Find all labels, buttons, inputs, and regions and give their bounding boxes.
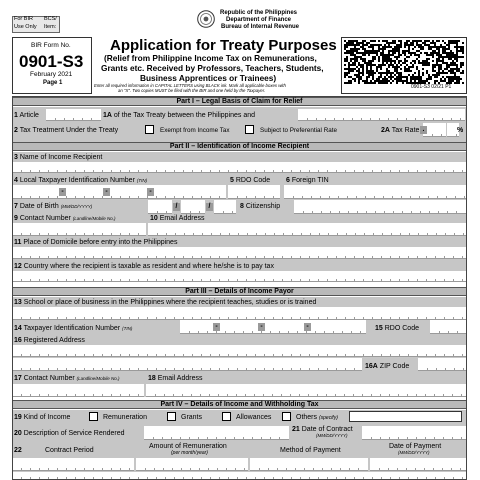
item-21-number: 21 (292, 426, 300, 433)
payor-zip-field[interactable] (418, 358, 467, 371)
item-17-hint: (Landline/Mobile No.) (76, 376, 120, 381)
item-5-text: RDO Code (235, 177, 271, 184)
item-1a-text: of the Tax Treaty between the Philippines and (113, 112, 256, 119)
service-description-field[interactable] (144, 426, 289, 440)
others-text: Others (296, 414, 318, 421)
rdo-code-field[interactable] (228, 185, 280, 199)
payor-tin-dash-3: - (304, 323, 311, 331)
item-12-text: Country where the recipient is taxable as resident and where he/she is to pay tax (23, 263, 274, 270)
payor-school-field[interactable] (12, 307, 467, 320)
item-18-label (148, 375, 203, 382)
item-1-label (14, 112, 39, 119)
item-10-text: Email Address (159, 215, 205, 222)
preferential-rate-checkbox[interactable] (245, 125, 254, 134)
item-2a-number: 2A (381, 127, 390, 134)
item-11-label (14, 239, 177, 246)
method-cell[interactable] (250, 458, 368, 471)
item-6-text: Foreign TIN (291, 177, 329, 184)
foreign-tin-field[interactable] (284, 185, 467, 199)
barcode-image (344, 40, 464, 84)
item-7-label (14, 203, 92, 210)
bir-use-label-1: For BIR (14, 16, 33, 22)
allowances-checkbox[interactable] (222, 412, 231, 421)
item-21-text: Date of Contract (301, 426, 353, 433)
item-16a-label (365, 363, 409, 370)
item-20-text: Description of Service Rendered (23, 430, 125, 437)
birth-day-field[interactable] (181, 200, 205, 214)
item-1a-number: 1A (103, 112, 112, 119)
tax-residence-country-field[interactable] (12, 271, 467, 282)
item-20-number: 20 (14, 430, 22, 437)
item-22-number: 22 (14, 447, 22, 454)
part-4-header: Part IV – Details of Income and Withholding Tax (12, 400, 467, 409)
item-16a-number: 16A (365, 363, 378, 370)
grants-label: Grants (181, 414, 203, 421)
item-16-number: 16 (14, 337, 22, 344)
item-6-number: 6 (286, 177, 290, 184)
item-9-number: 9 (14, 215, 18, 222)
remuneration-label: Remuneration (103, 414, 147, 421)
item-14-hint: (TIN) (122, 326, 133, 331)
item-20-label (14, 430, 125, 437)
contract-period-header: Contract Period (45, 447, 94, 454)
item-16-label (14, 337, 85, 344)
payor-address-line-2[interactable] (12, 358, 362, 371)
barcode-code: 0901-S3 02/21 P1 (411, 84, 452, 90)
item-9-text: Contact Number (19, 215, 71, 222)
item-19-label (14, 414, 70, 421)
preferential-rate-label: Subject to Preferential Rate (260, 127, 338, 134)
part-2-header: Part II – Identification of Income Recipient (12, 142, 467, 151)
payor-contact-field[interactable] (12, 384, 144, 397)
item-4-number: 4 (14, 177, 18, 184)
dob-slash-1: / (173, 203, 180, 211)
tin-dash-3: - (147, 188, 154, 196)
item-19-text: Kind of Income (23, 414, 71, 421)
form-instructions-1: Enter all required information in CAPITAL LETTERS using BLACK ink. Mark all applicable boxes with (94, 83, 286, 88)
exempt-checkbox[interactable] (145, 125, 154, 134)
article-field[interactable] (46, 109, 101, 121)
domicile-field[interactable] (12, 247, 467, 259)
form-subtitle-2: Grants etc. Received by Professors, Teachers, Students, (101, 63, 324, 73)
date-payment-header-hint: (MM/DD/YYYY) (398, 450, 430, 455)
item-11-number: 11 (14, 239, 22, 246)
item-2-text: Tax Treatment Under the Treaty (19, 127, 119, 134)
item-4-label (14, 177, 147, 184)
others-checkbox[interactable] (282, 412, 291, 421)
item-8-text: Citizenship (245, 203, 281, 210)
item-13-number: 13 (14, 299, 22, 306)
recipient-name-field[interactable] (12, 162, 467, 173)
remuneration-checkbox[interactable] (89, 412, 98, 421)
item-15-text: RDO Code (384, 325, 419, 332)
item-12-label (14, 263, 274, 270)
item-10-label (150, 215, 205, 222)
item-3-number: 3 (14, 154, 18, 161)
item-7-number: 7 (14, 203, 18, 210)
payor-email-field[interactable] (146, 384, 467, 397)
agency-line-1: Republic of the Philippines (220, 10, 298, 16)
form-subtitle-3: Business Apprentices or Trainees) (140, 73, 277, 83)
item-12-number: 12 (14, 263, 22, 270)
item-2-number: 2 (14, 127, 18, 134)
contract-date-field[interactable] (362, 426, 467, 440)
amount-cell[interactable] (136, 458, 248, 471)
form-number-label: BIR Form No. (31, 42, 71, 49)
form-subtitle-1: (Relief from Philippine Income Tax on Remunerations, (104, 53, 317, 63)
item-6-label (286, 177, 329, 184)
bcs-label: BCS/ (44, 16, 57, 22)
tin-dash-2: - (103, 188, 110, 196)
payor-address-line-1[interactable] (12, 345, 467, 357)
birth-year-field[interactable] (214, 200, 236, 214)
form-instructions-2: an "X". Two copies MUST be filed with the BIR and one held by the Taxpayer. (118, 88, 266, 93)
contract-period-cell[interactable] (12, 458, 134, 471)
item-18-text: Email Address (157, 375, 203, 382)
item-18-number: 18 (148, 375, 156, 382)
item-5-label (230, 177, 270, 184)
recipient-email-field[interactable] (148, 223, 467, 236)
exempt-label: Exempt from Income Tax (160, 127, 230, 134)
item-7-text: Date of Birth (19, 203, 59, 210)
item-14-label (14, 325, 132, 332)
grants-checkbox[interactable] (167, 412, 176, 421)
item-9-hint: (Landline/Mobile No.) (72, 216, 116, 221)
item-3-label (14, 154, 102, 161)
item-8-number: 8 (240, 203, 244, 210)
table-row-2[interactable] (12, 472, 467, 480)
treaty-country-field[interactable] (298, 109, 465, 121)
method-header: Method of Payment (280, 447, 341, 454)
dob-slash-2: / (206, 203, 213, 211)
allowances-label: Allowances (236, 414, 272, 421)
item-14-text: Taxpayer Identification Number (23, 325, 121, 332)
recipient-contact-field[interactable] (12, 223, 146, 236)
local-tin-field[interactable] (12, 185, 226, 199)
item-19-number: 19 (14, 414, 22, 421)
birth-month-field[interactable] (148, 200, 172, 214)
item-4-hint: (TIN) (136, 178, 148, 183)
amount-header-hint: (per month/year) (171, 450, 208, 456)
item-8-label (240, 203, 280, 210)
form-number: 0901-S3 (19, 52, 84, 71)
item-22-label (14, 447, 22, 454)
item-5-number: 5 (230, 177, 234, 184)
bir-use-label-2: Use Only (14, 24, 37, 30)
payment-date-cell[interactable] (370, 458, 467, 471)
item-21-hint: (MM/DD/YYYY) (316, 433, 348, 438)
bir-seal-logo (197, 10, 215, 28)
item-label: Item: (44, 24, 57, 30)
item-17-label (14, 375, 119, 382)
item-13-text: School or place of business in the Philippines where the recipient teaches, studies or is trained (23, 299, 317, 306)
date-payment-header: Date of Payment (389, 443, 442, 450)
item-11-text: Place of Domicile before entry into the Philippines (23, 239, 178, 246)
item-2-label (14, 127, 118, 134)
item-16-text: Registered Address (23, 337, 85, 344)
form-edition: February 2021 (30, 71, 73, 78)
item-10-number: 10 (150, 215, 158, 222)
item-2a-label (381, 127, 419, 134)
item-2a-text: Tax Rate (391, 127, 420, 134)
item-17-number: 17 (14, 375, 22, 382)
item-17-text: Contact Number (23, 375, 75, 382)
payor-tin-dash-1: - (213, 323, 220, 331)
item-1-number: 1 (14, 112, 18, 119)
agency-line-3: Bureau of Internal Revenue (221, 24, 300, 30)
item-9-label (14, 215, 116, 222)
item-4-text: Local Taxpayer Identification Number (19, 177, 135, 184)
form-page: Page 1 (43, 80, 63, 86)
item-1-text: Article (19, 112, 39, 119)
payor-tin-field[interactable] (180, 320, 366, 334)
form-title: Application for Treaty Purposes (110, 37, 337, 54)
others-hint: (specify) (318, 415, 338, 421)
payor-tin-dash-2: - (258, 323, 265, 331)
amount-header: Amount of Remuneration (149, 443, 227, 450)
tax-rate-decimal: . (420, 126, 427, 134)
others-label (296, 414, 338, 421)
item-7-hint: (MM/DD/YYYY) (60, 204, 93, 209)
item-16a-text: ZIP Code (379, 363, 410, 370)
percent-sign: % (457, 127, 464, 134)
item-3-text: Name of Income Recipient (19, 154, 103, 161)
tin-dash-1: - (59, 188, 66, 196)
part-1-header: Part I – Legal Basis of Claim for Relief (12, 97, 467, 106)
agency-line-2: Department of Finance (226, 17, 292, 23)
item-15-number: 15 (375, 325, 383, 332)
others-specify-field[interactable] (349, 411, 462, 422)
item-14-number: 14 (14, 325, 22, 332)
item-1a-label (103, 112, 255, 119)
payor-rdo-field[interactable] (430, 320, 467, 334)
item-15-label (375, 325, 419, 332)
item-21-label (292, 426, 353, 433)
citizenship-field[interactable] (294, 200, 467, 214)
item-13-label (14, 299, 316, 306)
part-3-header: Part III – Details of Income Payor (12, 287, 467, 296)
